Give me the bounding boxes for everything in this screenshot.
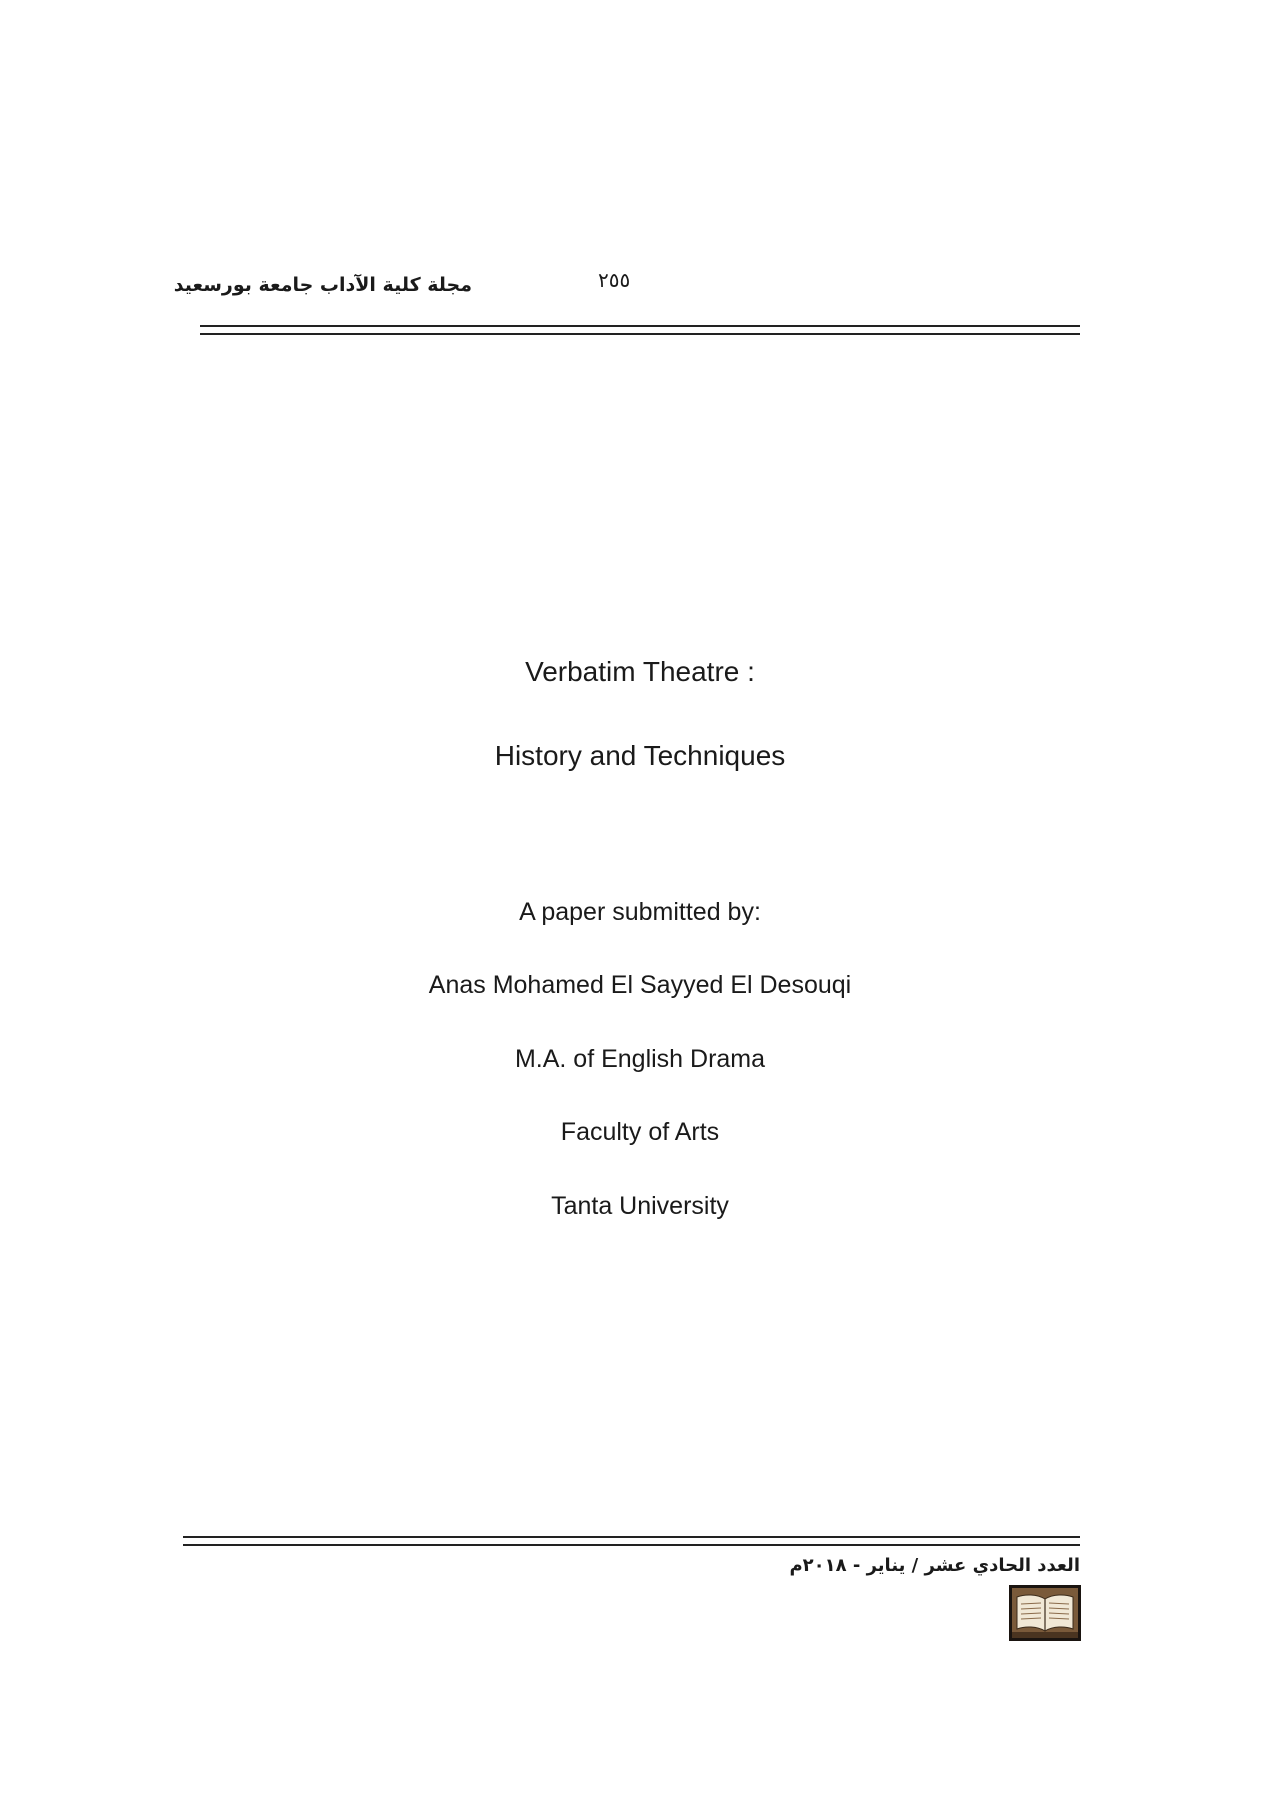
paper-title-line-1: Verbatim Theatre : xyxy=(525,656,755,687)
author-name: Anas Mohamed El Sayyed El Desouqi xyxy=(428,971,852,999)
author-university: Tanta University xyxy=(551,1192,729,1220)
footer-rule-top xyxy=(183,1536,1080,1538)
page-number: ٢٥٥ xyxy=(598,268,631,292)
footer-rule-bottom xyxy=(183,1544,1080,1546)
paper-title-line-2: History and Techniques xyxy=(494,740,786,771)
journal-name: مجلة كلية الآداب جامعة بورسعيد xyxy=(173,274,472,296)
open-book-icon xyxy=(1009,1585,1081,1641)
author-degree: M.A. of English Drama xyxy=(514,1045,766,1073)
author-faculty: Faculty of Arts xyxy=(560,1118,720,1146)
submitted-by-label: A paper submitted by: xyxy=(519,898,761,926)
header-rule-top xyxy=(200,325,1080,327)
issue-info: العدد الحادي عشر / يناير - ٢٠١٨م xyxy=(789,1555,1080,1576)
header-rule-bottom xyxy=(200,333,1080,335)
